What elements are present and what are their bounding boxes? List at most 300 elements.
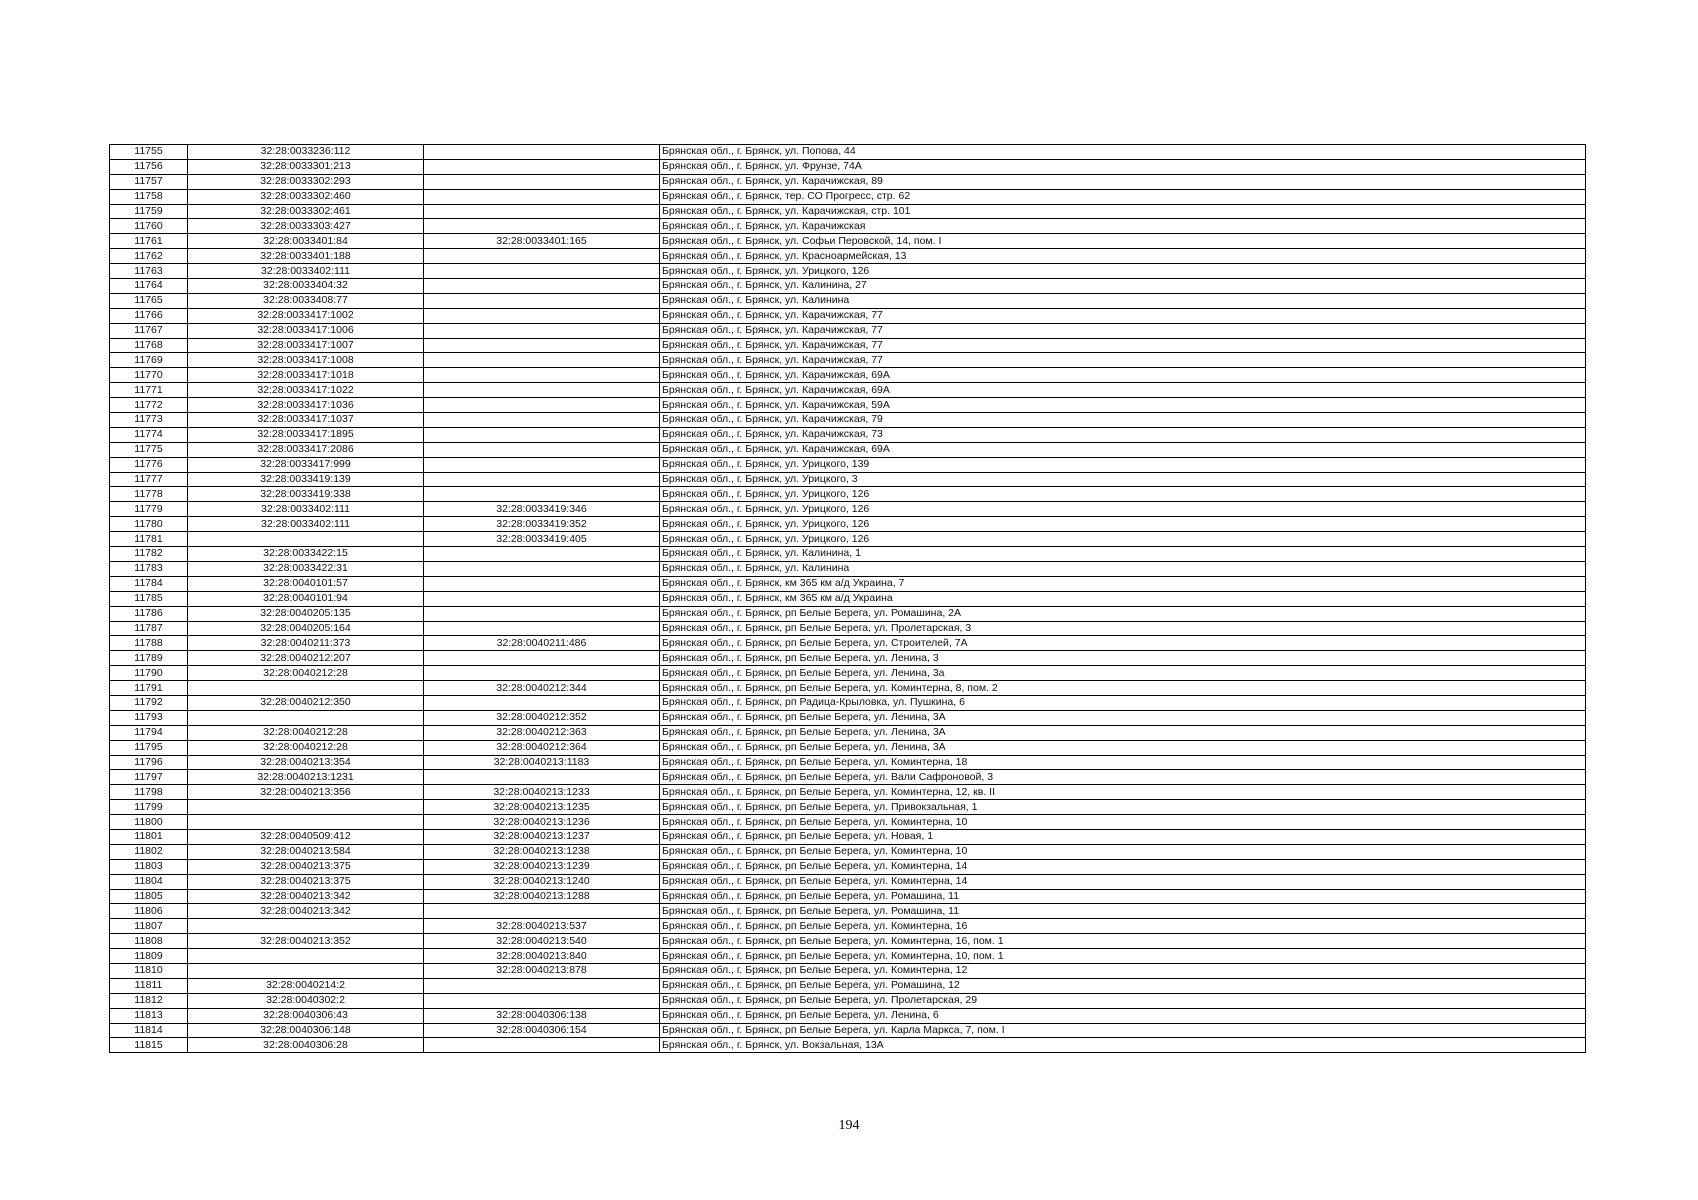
cadastral-number-cell: 32:28:0033417:1007 — [188, 338, 424, 353]
table-row — [110, 427, 1586, 442]
page-number: 194 — [838, 1118, 860, 1133]
address-cell: Брянская обл., г. Брянск, рп Белые Берега, ул. Коминтерна, 12, кв. II — [660, 785, 1586, 800]
address-cell: Брянская обл., г. Брянск, ул. Карачижская, 59А — [660, 398, 1586, 413]
related-cadastral-number-cell — [424, 576, 660, 591]
address-cell: Брянская обл., г. Брянск, рп Белые Берега, ул. Коминтерна, 10, пом. 1 — [660, 949, 1586, 964]
table-row — [110, 457, 1586, 472]
related-cadastral-number-cell — [424, 487, 660, 502]
cadastral-number-cell: 32:28:0033417:1022 — [188, 383, 424, 398]
related-cadastral-number-cell — [424, 651, 660, 666]
related-cadastral-number-cell — [424, 606, 660, 621]
address-cell: Брянская обл., г. Брянск, ул. Карачижская — [660, 219, 1586, 234]
row-number-cell: 11793 — [110, 710, 188, 725]
table-row — [110, 487, 1586, 502]
cadastral-number-cell: 32:28:0033422:15 — [188, 547, 424, 562]
address-cell: Брянская обл., г. Брянск, рп Белые Берега, ул. Ромашина, 11 — [660, 889, 1586, 904]
row-number-cell: 11786 — [110, 606, 188, 621]
table-row — [110, 189, 1586, 204]
row-number-cell: 11814 — [110, 1023, 188, 1038]
table-row — [110, 725, 1586, 740]
address-cell: Брянская обл., г. Брянск, рп Белые Берега, ул. Ленина, 3 — [660, 651, 1586, 666]
cadastral-number-cell: 32:28:0040212:28 — [188, 666, 424, 681]
cadastral-number-cell: 32:28:0040213:356 — [188, 785, 424, 800]
address-cell: Брянская обл., г. Брянск, ул. Карачижская, 89 — [660, 174, 1586, 189]
related-cadastral-number-cell: 32:28:0040213:1238 — [424, 844, 660, 859]
address-cell: Брянская обл., г. Брянск, ул. Урицкого, 126 — [660, 502, 1586, 517]
address-cell: Брянская обл., г. Брянск, ул. Карачижская, 69А — [660, 442, 1586, 457]
cadastral-number-cell: 32:28:0033302:293 — [188, 174, 424, 189]
related-cadastral-number-cell: 32:28:0040213:1239 — [424, 859, 660, 874]
cadastral-number-cell: 32:28:0040213:342 — [188, 904, 424, 919]
address-cell: Брянская обл., г. Брянск, ул. Софьи Перовской, 14, пом. I — [660, 234, 1586, 249]
row-number-cell: 11813 — [110, 1008, 188, 1023]
cadastral-number-cell: 32:28:0033302:461 — [188, 204, 424, 219]
related-cadastral-number-cell — [424, 249, 660, 264]
cadastral-number-cell: 32:28:0033417:1037 — [188, 413, 424, 428]
table-row — [110, 323, 1586, 338]
cadastral-number-cell: 32:28:0040212:28 — [188, 740, 424, 755]
row-number-cell: 11811 — [110, 978, 188, 993]
row-number-cell: 11799 — [110, 800, 188, 815]
address-cell: Брянская обл., г. Брянск, рп Радица-Крыловка, ул. Пушкина, 6 — [660, 695, 1586, 710]
address-cell: Брянская обл., г. Брянск, ул. Урицкого, 3 — [660, 472, 1586, 487]
cadastral-number-cell — [188, 710, 424, 725]
related-cadastral-number-cell — [424, 472, 660, 487]
cadastral-number-cell: 32:28:0033236:112 — [188, 145, 424, 160]
cadastral-number-cell: 32:28:0033417:1018 — [188, 368, 424, 383]
address-cell: Брянская обл., г. Брянск, ул. Карачижская, 77 — [660, 338, 1586, 353]
cadastral-number-cell: 32:28:0040306:43 — [188, 1008, 424, 1023]
row-number-cell: 11800 — [110, 815, 188, 830]
table-row — [110, 651, 1586, 666]
table-row — [110, 934, 1586, 949]
row-number-cell: 11805 — [110, 889, 188, 904]
row-number-cell: 11787 — [110, 621, 188, 636]
table-row — [110, 576, 1586, 591]
related-cadastral-number-cell: 32:28:0033419:405 — [424, 532, 660, 547]
table-row — [110, 398, 1586, 413]
row-number-cell: 11783 — [110, 561, 188, 576]
cadastral-number-cell — [188, 532, 424, 547]
row-number-cell: 11792 — [110, 695, 188, 710]
row-number-cell: 11790 — [110, 666, 188, 681]
row-number-cell: 11769 — [110, 353, 188, 368]
cadastral-number-cell: 32:28:0033301:213 — [188, 159, 424, 174]
related-cadastral-number-cell: 32:28:0040213:537 — [424, 919, 660, 934]
related-cadastral-number-cell: 32:28:0033401:165 — [424, 234, 660, 249]
address-cell: Брянская обл., г. Брянск, рп Белые Берега, ул. Коминтерна, 12 — [660, 963, 1586, 978]
row-number-cell: 11770 — [110, 368, 188, 383]
related-cadastral-number-cell — [424, 383, 660, 398]
cadastral-number-cell: 32:28:0033401:84 — [188, 234, 424, 249]
address-cell: Брянская обл., г. Брянск, рп Белые Берега, ул. Коминтерна, 8, пом. 2 — [660, 681, 1586, 696]
table-row — [110, 636, 1586, 651]
row-number-cell: 11797 — [110, 770, 188, 785]
related-cadastral-number-cell: 32:28:0033419:352 — [424, 517, 660, 532]
address-cell: Брянская обл., г. Брянск, ул. Калинина — [660, 561, 1586, 576]
cadastral-number-cell: 32:28:0040205:164 — [188, 621, 424, 636]
cadastral-number-cell: 32:28:0033408:77 — [188, 293, 424, 308]
address-cell: Брянская обл., г. Брянск, рп Белые Берега, ул. Новая, 1 — [660, 829, 1586, 844]
address-cell: Брянская обл., г. Брянск, рп Белые Берега, ул. Вали Сафроновой, 3 — [660, 770, 1586, 785]
table-row — [110, 681, 1586, 696]
related-cadastral-number-cell: 32:28:0040213:878 — [424, 963, 660, 978]
row-number-cell: 11764 — [110, 279, 188, 294]
cadastral-number-cell: 32:28:0033417:1006 — [188, 323, 424, 338]
address-cell: Брянская обл., г. Брянск, ул. Попова, 44 — [660, 145, 1586, 160]
table-row — [110, 710, 1586, 725]
table-row — [110, 383, 1586, 398]
table-row — [110, 1008, 1586, 1023]
related-cadastral-number-cell — [424, 323, 660, 338]
address-cell: Брянская обл., г. Брянск, рп Белые Берега, ул. Ромашина, 2А — [660, 606, 1586, 621]
cadastral-number-cell: 32:28:0033302:460 — [188, 189, 424, 204]
row-number-cell: 11801 — [110, 829, 188, 844]
table-row — [110, 949, 1586, 964]
related-cadastral-number-cell — [424, 204, 660, 219]
cadastral-number-cell: 32:28:0033303:427 — [188, 219, 424, 234]
cadastral-number-cell: 32:28:0033422:31 — [188, 561, 424, 576]
cadastral-number-cell — [188, 963, 424, 978]
related-cadastral-number-cell: 32:28:0040212:344 — [424, 681, 660, 696]
cadastral-number-cell: 32:28:0033417:1002 — [188, 308, 424, 323]
table-row — [110, 159, 1586, 174]
cadastral-number-cell — [188, 949, 424, 964]
row-number-cell: 11785 — [110, 591, 188, 606]
related-cadastral-number-cell — [424, 338, 660, 353]
related-cadastral-number-cell: 32:28:0040213:1240 — [424, 874, 660, 889]
cadastral-number-cell: 32:28:0040509:412 — [188, 829, 424, 844]
address-cell: Брянская обл., г. Брянск, ул. Калинина — [660, 293, 1586, 308]
address-cell: Брянская обл., г. Брянск, рп Белые Берега, ул. Коминтерна, 18 — [660, 755, 1586, 770]
table-row — [110, 963, 1586, 978]
row-number-cell: 11755 — [110, 145, 188, 160]
cadastral-number-cell: 32:28:0040306:28 — [188, 1038, 424, 1053]
address-cell: Брянская обл., г. Брянск, ул. Вокзальная, 13А — [660, 1038, 1586, 1053]
address-cell: Брянская обл., г. Брянск, рп Белые Берега, ул. Ленина, 3А — [660, 710, 1586, 725]
address-cell: Брянская обл., г. Брянск, рп Белые Берега, ул. Карла Маркса, 7, пом. I — [660, 1023, 1586, 1038]
row-number-cell: 11771 — [110, 383, 188, 398]
table-row — [110, 874, 1586, 889]
related-cadastral-number-cell: 32:28:0040306:154 — [424, 1023, 660, 1038]
related-cadastral-number-cell — [424, 398, 660, 413]
table-row — [110, 472, 1586, 487]
address-cell: Брянская обл., г. Брянск, рп Белые Берега, ул. Строителей, 7А — [660, 636, 1586, 651]
address-cell: Брянская обл., г. Брянск, рп Белые Берега, ул. Привокзальная, 1 — [660, 800, 1586, 815]
address-cell: Брянская обл., г. Брянск, ул. Урицкого, 126 — [660, 517, 1586, 532]
related-cadastral-number-cell: 32:28:0040213:1237 — [424, 829, 660, 844]
address-cell: Брянская обл., г. Брянск, ул. Карачижская, 79 — [660, 413, 1586, 428]
address-cell: Брянская обл., г. Брянск, ул. Красноармейская, 13 — [660, 249, 1586, 264]
row-number-cell: 11806 — [110, 904, 188, 919]
related-cadastral-number-cell: 32:28:0040213:1288 — [424, 889, 660, 904]
table-row — [110, 219, 1586, 234]
related-cadastral-number-cell — [424, 695, 660, 710]
address-cell: Брянская обл., г. Брянск, рп Белые Берега, ул. Ленина, 3а — [660, 666, 1586, 681]
related-cadastral-number-cell — [424, 293, 660, 308]
related-cadastral-number-cell — [424, 547, 660, 562]
cadastral-number-cell: 32:28:0040306:148 — [188, 1023, 424, 1038]
cadastral-number-cell: 32:28:0040213:1231 — [188, 770, 424, 785]
address-cell: Брянская обл., г. Брянск, ул. Урицкого, 139 — [660, 457, 1586, 472]
table-row — [110, 502, 1586, 517]
row-number-cell: 11775 — [110, 442, 188, 457]
related-cadastral-number-cell: 32:28:0040213:540 — [424, 934, 660, 949]
address-cell: Брянская обл., г. Брянск, рп Белые Берега, ул. Коминтерна, 10 — [660, 844, 1586, 859]
related-cadastral-number-cell: 32:28:0040213:1183 — [424, 755, 660, 770]
table-row — [110, 666, 1586, 681]
address-cell: Брянская обл., г. Брянск, рп Белые Берега, ул. Пролетарская, 29 — [660, 993, 1586, 1008]
related-cadastral-number-cell — [424, 219, 660, 234]
address-cell: Брянская обл., г. Брянск, ул. Фрунзе, 74А — [660, 159, 1586, 174]
row-number-cell: 11794 — [110, 725, 188, 740]
row-number-cell: 11760 — [110, 219, 188, 234]
table-row — [110, 844, 1586, 859]
related-cadastral-number-cell — [424, 591, 660, 606]
row-number-cell: 11780 — [110, 517, 188, 532]
row-number-cell: 11781 — [110, 532, 188, 547]
address-cell: Брянская обл., г. Брянск, км 365 км а/д Украина, 7 — [660, 576, 1586, 591]
table-row — [110, 859, 1586, 874]
related-cadastral-number-cell: 32:28:0040306:138 — [424, 1008, 660, 1023]
address-cell: Брянская обл., г. Брянск, ул. Карачижская, 77 — [660, 308, 1586, 323]
row-number-cell: 11779 — [110, 502, 188, 517]
address-cell: Брянская обл., г. Брянск, рп Белые Берега, ул. Ленина, 3А — [660, 725, 1586, 740]
cadastral-number-cell: 32:28:0040101:57 — [188, 576, 424, 591]
cadastral-number-cell — [188, 815, 424, 830]
related-cadastral-number-cell — [424, 189, 660, 204]
table-row — [110, 413, 1586, 428]
cadastral-number-cell: 32:28:0040101:94 — [188, 591, 424, 606]
related-cadastral-number-cell: 32:28:0040212:352 — [424, 710, 660, 725]
address-cell: Брянская обл., г. Брянск, ул. Урицкого, 126 — [660, 264, 1586, 279]
row-number-cell: 11807 — [110, 919, 188, 934]
address-cell: Брянская обл., г. Брянск, рп Белые Берега, ул. Коминтерна, 14 — [660, 859, 1586, 874]
table-row — [110, 145, 1586, 160]
address-cell: Брянская обл., г. Брянск, рп Белые Берега, ул. Ромашина, 11 — [660, 904, 1586, 919]
table-row — [110, 1038, 1586, 1053]
row-number-cell: 11768 — [110, 338, 188, 353]
cadastral-number-cell: 32:28:0040212:350 — [188, 695, 424, 710]
cadastral-number-cell: 32:28:0040213:375 — [188, 859, 424, 874]
row-number-cell: 11758 — [110, 189, 188, 204]
row-number-cell: 11772 — [110, 398, 188, 413]
row-number-cell: 11795 — [110, 740, 188, 755]
row-number-cell: 11777 — [110, 472, 188, 487]
cadastral-number-cell: 32:28:0040213:352 — [188, 934, 424, 949]
address-cell: Брянская обл., г. Брянск, рп Белые Берега, ул. Пролетарская, 3 — [660, 621, 1586, 636]
address-cell: Брянская обл., г. Брянск, ул. Калинина, 27 — [660, 279, 1586, 294]
table-row — [110, 442, 1586, 457]
table-row — [110, 279, 1586, 294]
row-number-cell: 11767 — [110, 323, 188, 338]
row-number-cell: 11774 — [110, 427, 188, 442]
cadastral-number-cell: 32:28:0040213:342 — [188, 889, 424, 904]
related-cadastral-number-cell — [424, 978, 660, 993]
table-row — [110, 815, 1586, 830]
cadastral-number-cell: 32:28:0033419:338 — [188, 487, 424, 502]
cadastral-number-cell: 32:28:0033417:1008 — [188, 353, 424, 368]
row-number-cell: 11761 — [110, 234, 188, 249]
row-number-cell: 11808 — [110, 934, 188, 949]
row-number-cell: 11784 — [110, 576, 188, 591]
table-row — [110, 621, 1586, 636]
table-row — [110, 293, 1586, 308]
row-number-cell: 11766 — [110, 308, 188, 323]
address-cell: Брянская обл., г. Брянск, рп Белые Берега, ул. Коминтерна, 16, пом. 1 — [660, 934, 1586, 949]
row-number-cell: 11773 — [110, 413, 188, 428]
cadastral-number-cell: 32:28:0033402:111 — [188, 502, 424, 517]
related-cadastral-number-cell — [424, 621, 660, 636]
address-cell: Брянская обл., г. Брянск, рп Белые Берега, ул. Коминтерна, 14 — [660, 874, 1586, 889]
row-number-cell: 11756 — [110, 159, 188, 174]
related-cadastral-number-cell — [424, 457, 660, 472]
table-row — [110, 532, 1586, 547]
row-number-cell: 11810 — [110, 963, 188, 978]
cadastral-number-cell: 32:28:0033404:32 — [188, 279, 424, 294]
row-number-cell: 11763 — [110, 264, 188, 279]
table-row — [110, 785, 1586, 800]
cadastral-number-cell: 32:28:0033417:2086 — [188, 442, 424, 457]
table-row — [110, 561, 1586, 576]
cadastral-number-cell: 32:28:0033419:139 — [188, 472, 424, 487]
related-cadastral-number-cell — [424, 427, 660, 442]
table-row — [110, 755, 1586, 770]
address-cell: Брянская обл., г. Брянск, рп Белые Берега, ул. Ромашина, 12 — [660, 978, 1586, 993]
address-cell: Брянская обл., г. Брянск, рп Белые Берега, ул. Ленина, 6 — [660, 1008, 1586, 1023]
related-cadastral-number-cell — [424, 264, 660, 279]
address-cell: Брянская обл., г. Брянск, рп Белые Берега, ул. Ленина, 3А — [660, 740, 1586, 755]
row-number-cell: 11804 — [110, 874, 188, 889]
related-cadastral-number-cell — [424, 904, 660, 919]
address-cell: Брянская обл., г. Брянск, км 365 км а/д Украина — [660, 591, 1586, 606]
row-number-cell: 11757 — [110, 174, 188, 189]
table-row — [110, 368, 1586, 383]
row-number-cell: 11778 — [110, 487, 188, 502]
table-row — [110, 606, 1586, 621]
cadastral-number-cell: 32:28:0040213:375 — [188, 874, 424, 889]
related-cadastral-number-cell — [424, 561, 660, 576]
table-row — [110, 993, 1586, 1008]
cadastral-number-cell: 32:28:0033417:1895 — [188, 427, 424, 442]
related-cadastral-number-cell — [424, 159, 660, 174]
row-number-cell: 11802 — [110, 844, 188, 859]
address-cell: Брянская обл., г. Брянск, ул. Карачижская, 73 — [660, 427, 1586, 442]
cadastral-number-cell — [188, 919, 424, 934]
table-row — [110, 517, 1586, 532]
table-row — [110, 353, 1586, 368]
table-row — [110, 308, 1586, 323]
row-number-cell: 11765 — [110, 293, 188, 308]
cadastral-number-cell: 32:28:0033401:188 — [188, 249, 424, 264]
cadastral-number-cell: 32:28:0040213:354 — [188, 755, 424, 770]
related-cadastral-number-cell: 32:28:0040212:364 — [424, 740, 660, 755]
cadastral-number-cell: 32:28:0033402:111 — [188, 517, 424, 532]
cadastral-number-cell: 32:28:0033417:1036 — [188, 398, 424, 413]
cadastral-number-cell: 32:28:0033417:999 — [188, 457, 424, 472]
address-cell: Брянская обл., г. Брянск, ул. Карачижская, стр. 101 — [660, 204, 1586, 219]
table-row — [110, 978, 1586, 993]
table-row — [110, 740, 1586, 755]
row-number-cell: 11759 — [110, 204, 188, 219]
cadastral-number-cell: 32:28:0040214:2 — [188, 978, 424, 993]
table-row — [110, 174, 1586, 189]
row-number-cell: 11782 — [110, 547, 188, 562]
related-cadastral-number-cell — [424, 442, 660, 457]
related-cadastral-number-cell: 32:28:0033419:346 — [424, 502, 660, 517]
row-number-cell: 11798 — [110, 785, 188, 800]
cadastral-number-cell: 32:28:0040213:584 — [188, 844, 424, 859]
table-row — [110, 919, 1586, 934]
cadastral-number-cell — [188, 800, 424, 815]
address-cell: Брянская обл., г. Брянск, ул. Урицкого, 126 — [660, 487, 1586, 502]
address-cell: Брянская обл., г. Брянск, ул. Карачижская, 77 — [660, 353, 1586, 368]
related-cadastral-number-cell: 32:28:0040211:486 — [424, 636, 660, 651]
address-cell: Брянская обл., г. Брянск, рп Белые Берега, ул. Коминтерна, 10 — [660, 815, 1586, 830]
row-number-cell: 11812 — [110, 993, 188, 1008]
table-row — [110, 770, 1586, 785]
table-row — [110, 1023, 1586, 1038]
address-cell: Брянская обл., г. Брянск, ул. Карачижская, 69А — [660, 383, 1586, 398]
related-cadastral-number-cell — [424, 368, 660, 383]
address-cell: Брянская обл., г. Брянск, ул. Урицкого, 126 — [660, 532, 1586, 547]
table-row — [110, 547, 1586, 562]
related-cadastral-number-cell — [424, 145, 660, 160]
address-cell: Брянская обл., г. Брянск, ул. Калинина, 1 — [660, 547, 1586, 562]
row-number-cell: 11789 — [110, 651, 188, 666]
related-cadastral-number-cell — [424, 174, 660, 189]
table-row — [110, 889, 1586, 904]
address-cell: Брянская обл., г. Брянск, ул. Карачижская, 77 — [660, 323, 1586, 338]
row-number-cell: 11815 — [110, 1038, 188, 1053]
related-cadastral-number-cell — [424, 308, 660, 323]
cadastral-number-cell — [188, 681, 424, 696]
table-row — [110, 249, 1586, 264]
cadastral-number-cell: 32:28:0040212:207 — [188, 651, 424, 666]
row-number-cell: 11796 — [110, 755, 188, 770]
row-number-cell: 11788 — [110, 636, 188, 651]
related-cadastral-number-cell: 32:28:0040213:1235 — [424, 800, 660, 815]
row-number-cell: 11776 — [110, 457, 188, 472]
cadastral-number-cell: 32:28:0040211:373 — [188, 636, 424, 651]
address-cell: Брянская обл., г. Брянск, рп Белые Берега, ул. Коминтерна, 16 — [660, 919, 1586, 934]
table-row — [110, 904, 1586, 919]
cadastral-number-cell: 32:28:0040212:28 — [188, 725, 424, 740]
related-cadastral-number-cell — [424, 666, 660, 681]
related-cadastral-number-cell — [424, 413, 660, 428]
register-table-body — [110, 145, 1586, 1053]
address-cell: Брянская обл., г. Брянск, тер. СО Прогресс, стр. 62 — [660, 189, 1586, 204]
related-cadastral-number-cell: 32:28:0040213:1233 — [424, 785, 660, 800]
related-cadastral-number-cell: 32:28:0040212:363 — [424, 725, 660, 740]
table-row — [110, 338, 1586, 353]
table-row — [110, 264, 1586, 279]
cadastral-number-cell: 32:28:0040302:2 — [188, 993, 424, 1008]
register-table — [109, 144, 1586, 1053]
related-cadastral-number-cell: 32:28:0040213:840 — [424, 949, 660, 964]
cadastral-number-cell: 32:28:0033402:111 — [188, 264, 424, 279]
table-row — [110, 695, 1586, 710]
table-row — [110, 829, 1586, 844]
table-row — [110, 204, 1586, 219]
table-row — [110, 800, 1586, 815]
row-number-cell: 11803 — [110, 859, 188, 874]
row-number-cell: 11762 — [110, 249, 188, 264]
cadastral-number-cell: 32:28:0040205:135 — [188, 606, 424, 621]
address-cell: Брянская обл., г. Брянск, ул. Карачижская, 69А — [660, 368, 1586, 383]
related-cadastral-number-cell — [424, 1038, 660, 1053]
related-cadastral-number-cell: 32:28:0040213:1236 — [424, 815, 660, 830]
